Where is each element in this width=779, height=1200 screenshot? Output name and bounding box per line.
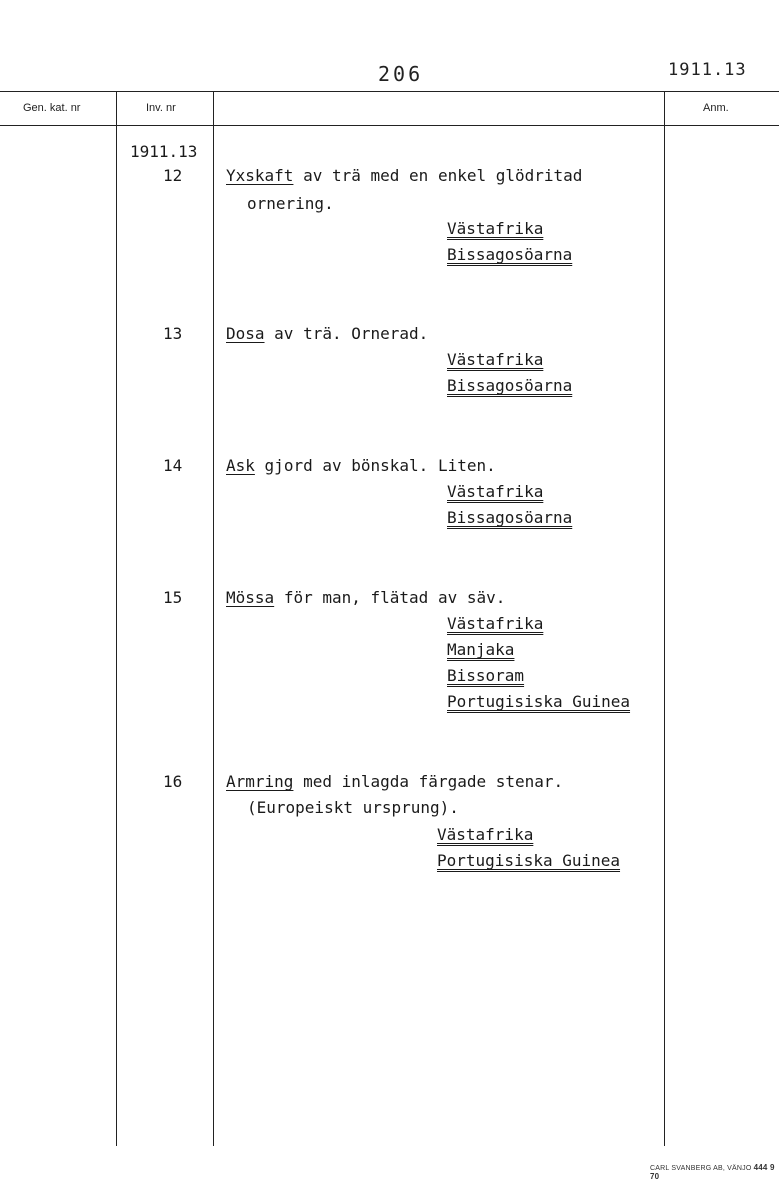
object-name: Mössa <box>226 588 275 607</box>
column-header-anm: Anm. <box>703 102 729 114</box>
entry-description <box>226 324 428 343</box>
accession-number-header: 1911.13 <box>668 60 747 80</box>
description-text: för man, flätad av säv. <box>283 588 506 607</box>
place-name: Manjaka <box>447 640 515 659</box>
column-header-inv: Inv. nr <box>146 102 176 114</box>
inv-number: 14 <box>163 456 183 475</box>
object-name: Armring <box>226 772 294 791</box>
object-name: Dosa <box>226 324 265 343</box>
inv-number: 15 <box>163 588 183 607</box>
entry-description <box>226 456 496 475</box>
description-text: gjord av bönskal. Liten. <box>264 456 496 475</box>
description-text: av trä med en enkel glödritad <box>303 166 583 185</box>
place-name: Västafrika <box>447 350 544 369</box>
description-text: av trä. Ornerad. <box>274 324 429 343</box>
column-divider-inv <box>116 91 117 1146</box>
group-accession-label: 1911.13 <box>130 142 198 161</box>
description-text: med inlagda färgade stenar. <box>303 772 564 791</box>
column-divider-desc <box>213 91 214 1146</box>
object-name: Yxskaft <box>226 166 294 185</box>
column-divider-anm <box>664 91 665 1146</box>
printer-name: CARL SVANBERG AB, VÄNJO <box>650 1165 752 1172</box>
place-name: Bissagosöarna <box>447 245 573 264</box>
column-header-gen-kat: Gen. kat. nr <box>23 102 81 114</box>
place-name: Bissagosöarna <box>447 508 573 527</box>
page-number: 206 <box>378 62 424 86</box>
printer-mark <box>650 1163 779 1181</box>
entry-description <box>226 588 505 607</box>
entry-description <box>226 166 582 185</box>
inv-number: 13 <box>163 324 183 343</box>
place-name: Bissoram <box>447 666 525 685</box>
object-name: Ask <box>226 456 255 475</box>
description-continuation: ornering. <box>247 194 334 213</box>
inv-number: 12 <box>163 166 183 185</box>
form-code: 444 9 70 <box>650 1163 775 1181</box>
place-name: Västafrika <box>447 614 544 633</box>
place-name: Västafrika <box>447 482 544 501</box>
place-name: Västafrika <box>437 825 534 844</box>
place-name: Västafrika <box>447 219 544 238</box>
place-name: Bissagosöarna <box>447 376 573 395</box>
place-name: Portugisiska Guinea <box>437 851 621 870</box>
place-name: Portugisiska Guinea <box>447 692 631 711</box>
inv-number: 16 <box>163 772 183 791</box>
description-continuation: (Europeiskt ursprung). <box>247 798 459 817</box>
entry-description <box>226 772 563 791</box>
